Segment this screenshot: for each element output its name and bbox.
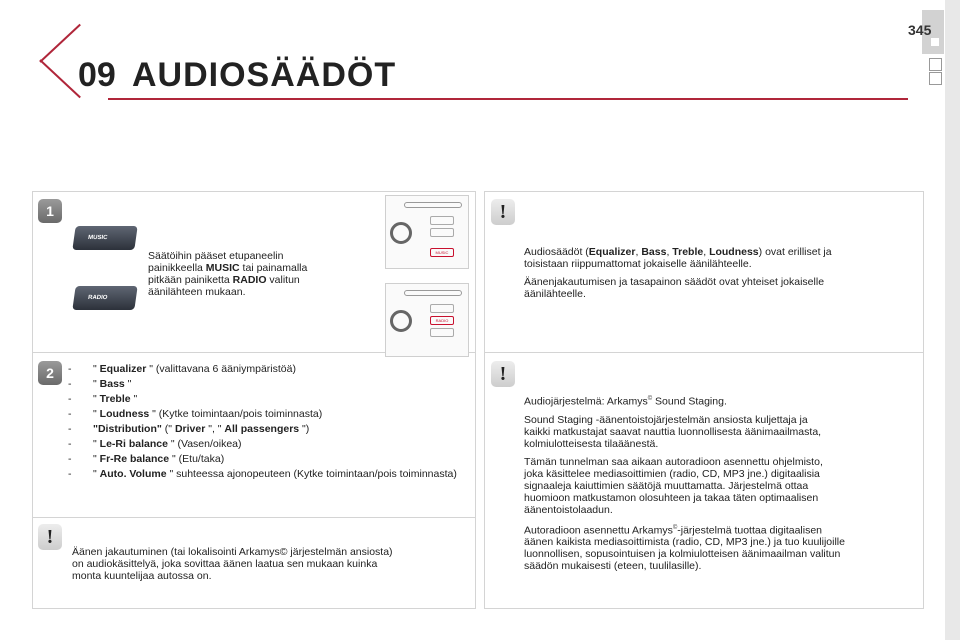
header-underline <box>108 98 908 100</box>
warning-icon: ! <box>491 361 515 387</box>
console-btn-1 <box>430 304 454 313</box>
margin-checkbox-1 <box>929 58 942 71</box>
step-1-line-3 <box>148 274 358 286</box>
console-knob <box>390 222 412 244</box>
page-number: 345 <box>908 22 932 38</box>
warning-icon: ! <box>38 524 62 550</box>
arkamys-note-p4: Autoradioon asennettu Arkamys©-järjestelmä tuottaa digitaalisen äänen kaikista mediasoittimista (radio, CD, MP3 jne.) ja tuo kuulijoille luonnollisen, sopusointuisen ja kolmiulotteisen äänimaailman valitun säädön mukaisesti (eteen, tuulilasille). <box>524 524 845 572</box>
step-1-music-word: MUSIC <box>205 262 240 274</box>
chapter-title: AUDIOSÄÄDÖT <box>132 56 397 94</box>
step-2-badge: 2 <box>38 361 62 385</box>
list-item-le-ri-balance: - " Le-Ri balance " (Vasen/oikea) <box>68 438 242 450</box>
distribution-note-line-1: Äänen jakautuminen (tai lokalisointi Arkamys© järjestelmän ansiosta) <box>72 546 393 558</box>
list-item-auto-volume: - " Auto. Volume " suhteessa ajonopeuteen (Kytke toimintaan/pois toiminnasta) <box>68 468 457 480</box>
radio-key: RADIO <box>72 286 137 310</box>
list-item-fr-re-balance: - " Fr-Re balance " (Etu/taka) <box>68 453 225 465</box>
corner-tab-square <box>931 38 939 46</box>
audio-settings-note <box>524 246 920 306</box>
step-1-line-2 <box>148 262 358 274</box>
right-divider <box>484 352 924 353</box>
step-1-line-3a: pitkään painiketta <box>148 274 233 286</box>
step-1-radio-word: RADIO <box>232 274 267 286</box>
music-key: MUSIC <box>72 226 137 250</box>
console-btn-1 <box>430 216 454 225</box>
header-frame-line-lower <box>39 59 81 98</box>
arkamys-note-p2: Sound Staging -äänentoistojärjestelmän ansiosta kuljettaja ja kaikki matkustajat saavat nauttia luonnollisesta äänimaailmasta, kolmiulotteisesta tilaäänestä. <box>524 413 822 450</box>
distribution-note-line-3: monta kuuntelijaa autossa on. <box>72 570 212 582</box>
console-music-button-highlight: MUSIC <box>430 248 454 257</box>
audio-settings-note-p2: Äänenjakautumisen ja tasapainon säädöt ovat yhteiset jokaiselle äänilähteelle. <box>524 276 825 300</box>
step-1-line-2a: painikkeella <box>148 262 206 274</box>
console-illustration-music <box>385 195 469 269</box>
arkamys-note-p1: Audiojärjestelmä: Arkamys© Sound Staging. <box>524 395 727 408</box>
right-margin-strip <box>945 0 960 640</box>
console-btn-3 <box>430 328 454 337</box>
distribution-note <box>72 546 472 582</box>
left-divider-2 <box>32 517 476 518</box>
step-1-line-1: Säätöihin pääset etupaneelin <box>148 250 284 262</box>
distribution-note-line-2: on audiokäsittelyä, joka sovittaa äänen laatua sen mukaan kuinka <box>72 558 378 570</box>
step-1-badge: 1 <box>38 199 62 223</box>
margin-checkbox-2 <box>929 72 942 85</box>
console-cd-slot <box>404 202 462 208</box>
chapter-number: 09 <box>78 56 116 94</box>
list-item-equalizer: - " Equalizer " (valittavana 6 ääniympäristöä) <box>68 363 296 375</box>
list-item-bass: - " Bass " <box>68 378 132 390</box>
console-cd-slot <box>404 290 462 296</box>
arkamys-note-p3: Tämän tunnelman saa aikaan autoradioon asennettu ohjelmisto, joka käsittelee mediasoittimien (radio, CD, MP3 jne.) digitaalisia signaaleja kaiuttimien säätöjä muuttamatta. Järjestelmä ottaa huomioon matkustamon olosuhteen ja takaa täten optimaalisen äänentoistolaadun. <box>524 455 823 516</box>
list-item-loudness: - " Loudness " (Kytke toimintaan/pois toiminnasta) <box>68 408 323 420</box>
console-knob <box>390 310 412 332</box>
console-illustration-radio <box>385 283 469 357</box>
step-1-line-3c: valitun <box>266 274 300 286</box>
arkamys-note <box>524 393 920 578</box>
step-1-line-2c: tai painamalla <box>239 262 308 274</box>
header-frame-line-upper <box>39 24 81 63</box>
step-1-text <box>148 250 358 298</box>
list-item-treble: - " Treble " <box>68 393 138 405</box>
list-item-distribution: - "Distribution" (" Driver ", " All passengers ") <box>68 423 310 435</box>
audio-settings-list <box>68 363 472 483</box>
console-btn-2 <box>430 228 454 237</box>
step-1-line-4: äänilähteen mukaan. <box>148 286 246 298</box>
warning-icon: ! <box>491 199 515 225</box>
audio-settings-note-p1: Audiosäädöt (Equalizer, Bass, Treble, Loudness) ovat erilliset ja toisistaan riippumattomat jokaiselle äänilähteelle. <box>524 246 832 270</box>
console-radio-button-highlight: RADIO <box>430 316 454 325</box>
